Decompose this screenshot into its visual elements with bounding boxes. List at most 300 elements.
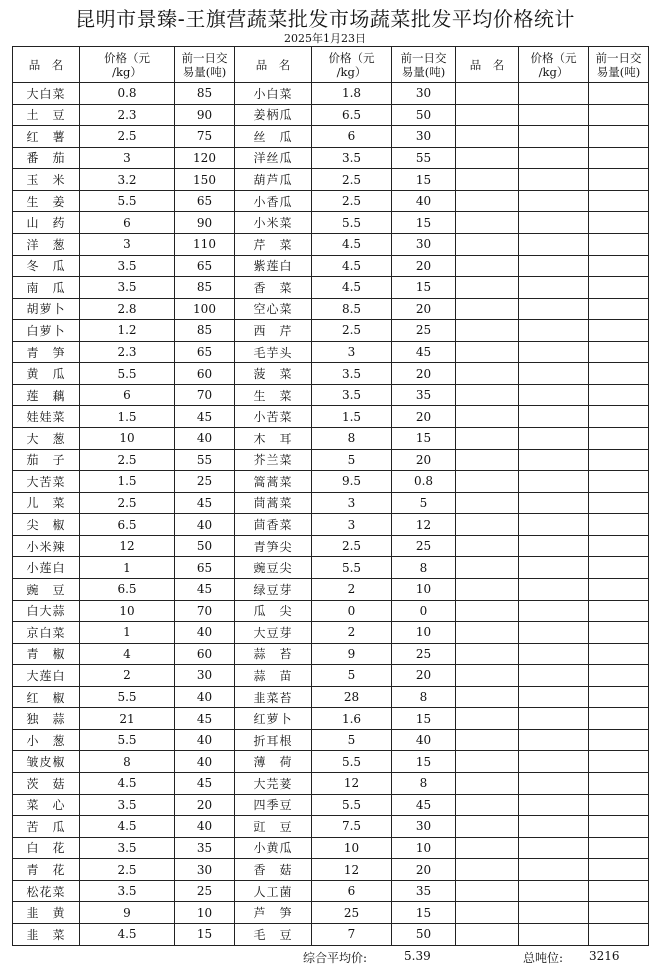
report-date: 2025年1月23日 xyxy=(284,32,366,45)
table-row xyxy=(13,492,649,514)
cell-name: 尖 椒 xyxy=(13,514,80,536)
cell-price: 5.5 xyxy=(312,751,392,773)
cell-name: 儿 菜 xyxy=(13,492,80,514)
table-row xyxy=(13,729,649,751)
table-row xyxy=(13,816,649,838)
table-row xyxy=(13,773,649,795)
cell-price: 6 xyxy=(80,212,175,234)
cell-price: 5.5 xyxy=(312,557,392,579)
header-volume-1: 前一日交 易量(吨) xyxy=(175,47,235,83)
empty-cell xyxy=(456,557,519,579)
table-body xyxy=(13,83,649,946)
empty-cell xyxy=(519,578,589,600)
cell-volume: 25 xyxy=(392,643,456,665)
table-row xyxy=(13,255,649,277)
empty-cell xyxy=(456,773,519,795)
table-row xyxy=(13,902,649,924)
cell-volume: 20 xyxy=(175,794,235,816)
empty-cell xyxy=(589,384,649,406)
cell-volume: 65 xyxy=(175,190,235,212)
cell-name: 茄 子 xyxy=(13,449,80,471)
empty-cell xyxy=(589,837,649,859)
cell-price: 2.5 xyxy=(312,320,392,342)
table-row xyxy=(13,277,649,299)
empty-cell xyxy=(456,212,519,234)
empty-cell xyxy=(456,126,519,148)
cell-volume: 65 xyxy=(175,341,235,363)
empty-cell xyxy=(589,557,649,579)
empty-cell xyxy=(456,816,519,838)
cell-name: 篙蒿菜 xyxy=(235,471,312,493)
empty-cell xyxy=(589,212,649,234)
empty-cell xyxy=(456,104,519,126)
table-row xyxy=(13,449,649,471)
cell-name: 豌 豆 xyxy=(13,578,80,600)
cell-name: 韭 黄 xyxy=(13,902,80,924)
empty-cell xyxy=(589,363,649,385)
empty-cell xyxy=(589,622,649,644)
cell-volume: 15 xyxy=(392,277,456,299)
cell-name: 蒜 苗 xyxy=(235,665,312,687)
cell-volume: 5 xyxy=(392,492,456,514)
empty-cell xyxy=(519,406,589,428)
cell-volume: 8 xyxy=(392,557,456,579)
cell-volume: 25 xyxy=(175,471,235,493)
cell-volume: 30 xyxy=(392,126,456,148)
total-tonnage-label: 总吨位: xyxy=(523,951,564,965)
empty-cell xyxy=(456,190,519,212)
empty-cell xyxy=(519,277,589,299)
cell-name: 胡萝卜 xyxy=(13,298,80,320)
cell-name: 小香瓜 xyxy=(235,190,312,212)
cell-price: 5.5 xyxy=(80,363,175,385)
cell-name: 白 花 xyxy=(13,837,80,859)
cell-price: 3.5 xyxy=(80,837,175,859)
table-row xyxy=(13,923,649,945)
cell-name: 茼蒿菜 xyxy=(235,492,312,514)
cell-price: 25 xyxy=(312,902,392,924)
cell-name: 白萝卜 xyxy=(13,320,80,342)
table-row xyxy=(13,643,649,665)
empty-cell xyxy=(456,384,519,406)
cell-price: 7.5 xyxy=(312,816,392,838)
cell-price: 5.5 xyxy=(312,212,392,234)
cell-price: 2.5 xyxy=(80,492,175,514)
cell-volume: 85 xyxy=(175,277,235,299)
cell-name: 黄 瓜 xyxy=(13,363,80,385)
empty-cell xyxy=(456,406,519,428)
header-name-3: 品 名 xyxy=(456,47,519,83)
empty-cell xyxy=(456,83,519,105)
cell-name: 茨 菇 xyxy=(13,773,80,795)
empty-cell xyxy=(456,880,519,902)
empty-cell xyxy=(519,190,589,212)
cell-price: 3.5 xyxy=(80,794,175,816)
empty-cell xyxy=(589,147,649,169)
table-row xyxy=(13,212,649,234)
cell-price: 7 xyxy=(312,923,392,945)
empty-cell xyxy=(519,816,589,838)
empty-cell xyxy=(519,535,589,557)
empty-cell xyxy=(589,169,649,191)
empty-cell xyxy=(519,492,589,514)
cell-volume: 20 xyxy=(392,363,456,385)
empty-cell xyxy=(589,578,649,600)
header-name-1: 品 名 xyxy=(13,47,80,83)
cell-name: 香 菇 xyxy=(235,859,312,881)
cell-name: 菜 心 xyxy=(13,794,80,816)
cell-name: 大 葱 xyxy=(13,428,80,450)
cell-volume: 30 xyxy=(392,233,456,255)
price-table xyxy=(12,46,649,946)
header-price-3: 价格（元 /kg） xyxy=(519,47,589,83)
cell-price: 2.5 xyxy=(80,859,175,881)
page-title: 昆明市景臻-王旗营蔬菜批发市场蔬菜批发平均价格统计 xyxy=(75,7,575,31)
header-price-1: 价格（元 /kg） xyxy=(80,47,175,83)
empty-cell xyxy=(456,320,519,342)
cell-volume: 25 xyxy=(392,320,456,342)
empty-cell xyxy=(589,880,649,902)
empty-cell xyxy=(519,923,589,945)
empty-cell xyxy=(589,449,649,471)
table-row xyxy=(13,600,649,622)
empty-cell xyxy=(589,298,649,320)
cell-price: 5 xyxy=(312,449,392,471)
cell-name: 芦 笋 xyxy=(235,902,312,924)
cell-price: 2 xyxy=(312,578,392,600)
cell-volume: 20 xyxy=(392,665,456,687)
empty-cell xyxy=(456,147,519,169)
cell-price: 3 xyxy=(80,233,175,255)
cell-name: 小 葱 xyxy=(13,729,80,751)
cell-name: 小苦菜 xyxy=(235,406,312,428)
cell-price: 2.5 xyxy=(312,535,392,557)
cell-price: 9 xyxy=(312,643,392,665)
cell-volume: 60 xyxy=(175,363,235,385)
cell-price: 10 xyxy=(80,600,175,622)
table-row xyxy=(13,83,649,105)
cell-name: 香 菜 xyxy=(235,277,312,299)
empty-cell xyxy=(519,837,589,859)
cell-volume: 75 xyxy=(175,126,235,148)
cell-volume: 15 xyxy=(392,708,456,730)
cell-name: 四季豆 xyxy=(235,794,312,816)
empty-cell xyxy=(589,83,649,105)
cell-price: 28 xyxy=(312,686,392,708)
empty-cell xyxy=(456,255,519,277)
cell-price: 2.3 xyxy=(80,104,175,126)
cell-name: 莲 藕 xyxy=(13,384,80,406)
empty-cell xyxy=(589,492,649,514)
table-row xyxy=(13,622,649,644)
cell-name: 蒜 苔 xyxy=(235,643,312,665)
cell-name: 芹 菜 xyxy=(235,233,312,255)
cell-volume: 85 xyxy=(175,83,235,105)
cell-name: 木 耳 xyxy=(235,428,312,450)
cell-price: 4.5 xyxy=(312,233,392,255)
cell-volume: 0 xyxy=(392,600,456,622)
cell-volume: 40 xyxy=(175,622,235,644)
cell-price: 1.5 xyxy=(80,406,175,428)
table-row xyxy=(13,384,649,406)
header-volume-3: 前一日交 易量(吨) xyxy=(589,47,649,83)
cell-name: 红萝卜 xyxy=(235,708,312,730)
cell-name: 松花菜 xyxy=(13,880,80,902)
cell-price: 6.5 xyxy=(80,578,175,600)
cell-volume: 30 xyxy=(392,83,456,105)
cell-price: 8 xyxy=(312,428,392,450)
empty-cell xyxy=(519,212,589,234)
cell-name: 小白菜 xyxy=(235,83,312,105)
table-row xyxy=(13,190,649,212)
cell-volume: 150 xyxy=(175,169,235,191)
cell-price: 1.2 xyxy=(80,320,175,342)
cell-volume: 45 xyxy=(392,794,456,816)
empty-cell xyxy=(456,859,519,881)
table-row xyxy=(13,126,649,148)
empty-cell xyxy=(456,363,519,385)
cell-volume: 15 xyxy=(392,169,456,191)
empty-cell xyxy=(589,773,649,795)
cell-volume: 45 xyxy=(175,406,235,428)
cell-volume: 0.8 xyxy=(392,471,456,493)
cell-price: 1 xyxy=(80,622,175,644)
cell-volume: 20 xyxy=(392,298,456,320)
cell-name: 大莲白 xyxy=(13,665,80,687)
cell-name: 洋 葱 xyxy=(13,233,80,255)
empty-cell xyxy=(519,643,589,665)
empty-cell xyxy=(589,859,649,881)
cell-name: 京白菜 xyxy=(13,622,80,644)
cell-name: 南 瓜 xyxy=(13,277,80,299)
cell-name: 茴香菜 xyxy=(235,514,312,536)
cell-price: 3 xyxy=(312,514,392,536)
empty-cell xyxy=(456,665,519,687)
empty-cell xyxy=(456,837,519,859)
cell-price: 6 xyxy=(80,384,175,406)
cell-name: 小黄瓜 xyxy=(235,837,312,859)
cell-name: 人工菌 xyxy=(235,880,312,902)
cell-price: 5.5 xyxy=(312,794,392,816)
table-row xyxy=(13,406,649,428)
cell-volume: 10 xyxy=(175,902,235,924)
cell-name: 生 菜 xyxy=(235,384,312,406)
cell-price: 4 xyxy=(80,643,175,665)
empty-cell xyxy=(519,729,589,751)
header-price-2: 价格（元 /kg） xyxy=(312,47,392,83)
empty-cell xyxy=(519,794,589,816)
empty-cell xyxy=(589,126,649,148)
cell-name: 红 椒 xyxy=(13,686,80,708)
table-row xyxy=(13,233,649,255)
cell-volume: 20 xyxy=(392,859,456,881)
empty-cell xyxy=(456,449,519,471)
table-row xyxy=(13,751,649,773)
empty-cell xyxy=(519,147,589,169)
empty-cell xyxy=(519,708,589,730)
empty-cell xyxy=(519,514,589,536)
cell-name: 紫莲白 xyxy=(235,255,312,277)
empty-cell xyxy=(589,190,649,212)
cell-volume: 40 xyxy=(175,816,235,838)
cell-volume: 35 xyxy=(392,384,456,406)
empty-cell xyxy=(589,600,649,622)
cell-price: 3.5 xyxy=(312,384,392,406)
empty-cell xyxy=(589,341,649,363)
cell-name: 菠 菜 xyxy=(235,363,312,385)
cell-volume: 90 xyxy=(175,104,235,126)
cell-name: 葫芦瓜 xyxy=(235,169,312,191)
cell-volume: 8 xyxy=(392,686,456,708)
empty-cell xyxy=(589,320,649,342)
cell-volume: 85 xyxy=(175,320,235,342)
cell-price: 0.8 xyxy=(80,83,175,105)
cell-volume: 8 xyxy=(392,773,456,795)
cell-name: 土 豆 xyxy=(13,104,80,126)
cell-volume: 40 xyxy=(392,729,456,751)
table-row xyxy=(13,859,649,881)
empty-cell xyxy=(456,643,519,665)
average-price-label: 综合平均价: xyxy=(303,951,368,965)
table-row xyxy=(13,169,649,191)
table-row xyxy=(13,557,649,579)
table-row xyxy=(13,320,649,342)
table-row xyxy=(13,794,649,816)
cell-volume: 40 xyxy=(175,729,235,751)
cell-price: 12 xyxy=(80,535,175,557)
empty-cell xyxy=(456,492,519,514)
empty-cell xyxy=(456,686,519,708)
cell-volume: 55 xyxy=(175,449,235,471)
cell-volume: 35 xyxy=(175,837,235,859)
empty-cell xyxy=(456,794,519,816)
cell-volume: 45 xyxy=(175,492,235,514)
cell-volume: 45 xyxy=(175,773,235,795)
cell-price: 1 xyxy=(80,557,175,579)
cell-name: 毛 豆 xyxy=(235,923,312,945)
cell-price: 3.5 xyxy=(80,880,175,902)
empty-cell xyxy=(456,298,519,320)
empty-cell xyxy=(456,514,519,536)
cell-name: 豌豆尖 xyxy=(235,557,312,579)
empty-cell xyxy=(589,751,649,773)
cell-price: 1.8 xyxy=(312,83,392,105)
cell-price: 1.6 xyxy=(312,708,392,730)
header-volume-2: 前一日交 易量(吨) xyxy=(392,47,456,83)
cell-name: 丝 瓜 xyxy=(235,126,312,148)
cell-name: 山 药 xyxy=(13,212,80,234)
cell-volume: 65 xyxy=(175,255,235,277)
cell-volume: 35 xyxy=(392,880,456,902)
table-row xyxy=(13,298,649,320)
empty-cell xyxy=(519,449,589,471)
cell-name: 白大蒜 xyxy=(13,600,80,622)
empty-cell xyxy=(589,686,649,708)
cell-price: 3 xyxy=(312,341,392,363)
cell-price: 5 xyxy=(312,729,392,751)
cell-name: 薄 荷 xyxy=(235,751,312,773)
empty-cell xyxy=(589,816,649,838)
cell-volume: 10 xyxy=(392,837,456,859)
empty-cell xyxy=(456,923,519,945)
cell-name: 大苦菜 xyxy=(13,471,80,493)
empty-cell xyxy=(589,471,649,493)
empty-cell xyxy=(519,751,589,773)
table-row xyxy=(13,147,649,169)
empty-cell xyxy=(456,535,519,557)
cell-volume: 20 xyxy=(392,255,456,277)
empty-cell xyxy=(456,428,519,450)
table-row xyxy=(13,471,649,493)
cell-price: 3.2 xyxy=(80,169,175,191)
cell-price: 10 xyxy=(80,428,175,450)
cell-price: 4.5 xyxy=(312,277,392,299)
cell-name: 娃娃菜 xyxy=(13,406,80,428)
empty-cell xyxy=(589,428,649,450)
empty-cell xyxy=(519,126,589,148)
cell-name: 芥兰菜 xyxy=(235,449,312,471)
cell-volume: 120 xyxy=(175,147,235,169)
empty-cell xyxy=(589,514,649,536)
cell-price: 1.5 xyxy=(312,406,392,428)
cell-volume: 50 xyxy=(392,104,456,126)
empty-cell xyxy=(519,557,589,579)
cell-name: 生 姜 xyxy=(13,190,80,212)
cell-name: 毛芋头 xyxy=(235,341,312,363)
cell-price: 12 xyxy=(312,859,392,881)
header-name-2: 品 名 xyxy=(235,47,312,83)
empty-cell xyxy=(519,255,589,277)
empty-cell xyxy=(519,83,589,105)
cell-name: 姜柄瓜 xyxy=(235,104,312,126)
empty-cell xyxy=(456,169,519,191)
cell-volume: 30 xyxy=(175,665,235,687)
cell-price: 10 xyxy=(312,837,392,859)
cell-volume: 55 xyxy=(392,147,456,169)
empty-cell xyxy=(519,428,589,450)
table-row xyxy=(13,837,649,859)
table-header-row xyxy=(13,47,649,83)
cell-volume: 15 xyxy=(392,212,456,234)
empty-cell xyxy=(519,859,589,881)
empty-cell xyxy=(519,622,589,644)
empty-cell xyxy=(589,255,649,277)
cell-name: 小米菜 xyxy=(235,212,312,234)
cell-name: 冬 瓜 xyxy=(13,255,80,277)
table-row xyxy=(13,880,649,902)
cell-volume: 110 xyxy=(175,233,235,255)
empty-cell xyxy=(589,902,649,924)
cell-price: 3 xyxy=(80,147,175,169)
cell-price: 6 xyxy=(312,880,392,902)
cell-price: 4.5 xyxy=(80,816,175,838)
cell-price: 0 xyxy=(312,600,392,622)
empty-cell xyxy=(589,729,649,751)
cell-name: 大芫荽 xyxy=(235,773,312,795)
cell-price: 8.5 xyxy=(312,298,392,320)
empty-cell xyxy=(456,471,519,493)
cell-volume: 30 xyxy=(392,816,456,838)
empty-cell xyxy=(456,600,519,622)
cell-volume: 40 xyxy=(175,428,235,450)
cell-volume: 10 xyxy=(392,578,456,600)
cell-name: 折耳根 xyxy=(235,729,312,751)
cell-price: 2 xyxy=(80,665,175,687)
table-row xyxy=(13,686,649,708)
cell-price: 2.5 xyxy=(80,449,175,471)
table-row xyxy=(13,428,649,450)
cell-volume: 45 xyxy=(175,708,235,730)
